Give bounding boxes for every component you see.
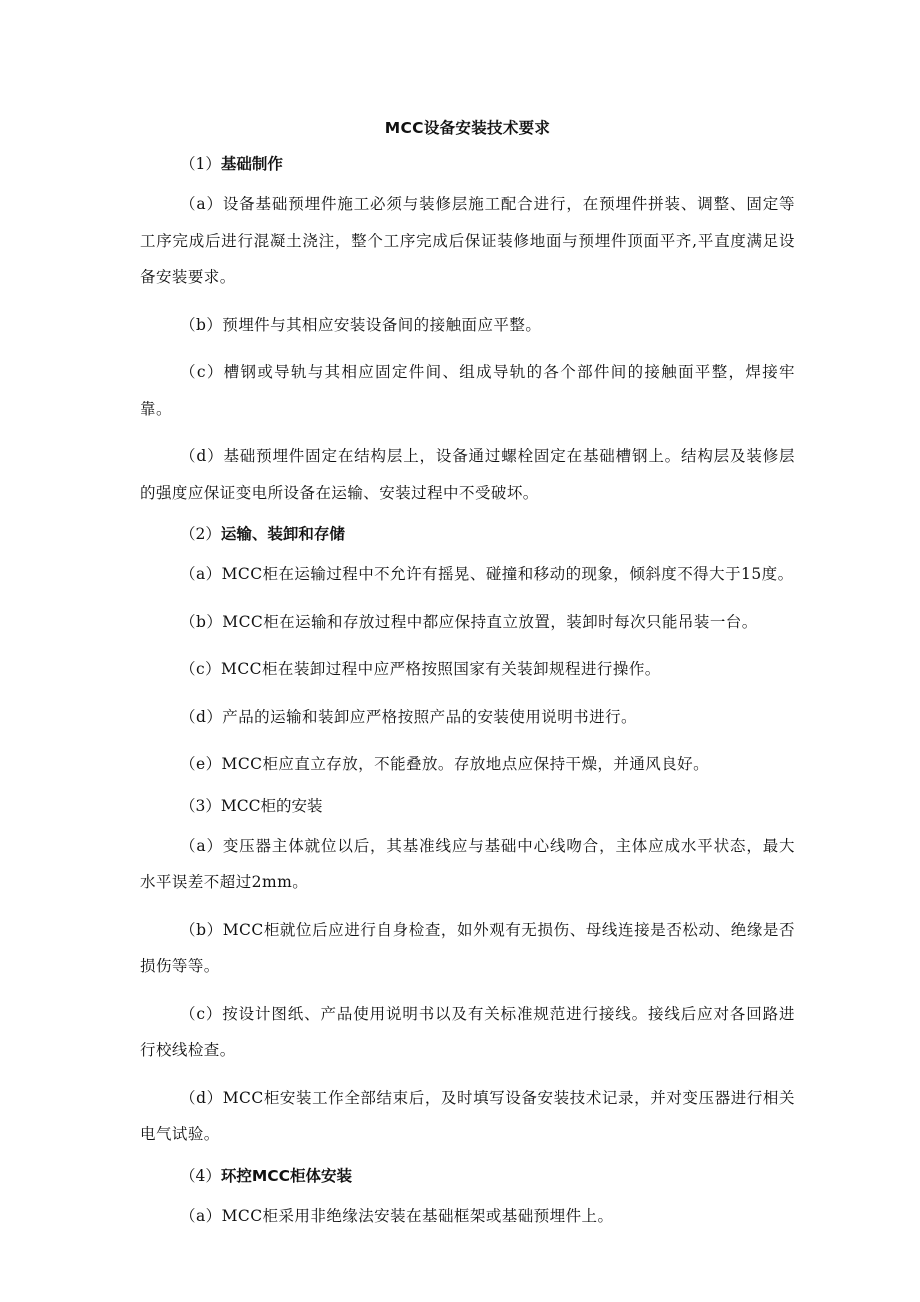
document-title: MCC设备安装技术要求: [384, 119, 551, 137]
paragraph: （d）MCC柜安装工作全部结束后，及时填写设备安装技术记录，并对变压器进行相关电气试验。: [140, 1088, 795, 1143]
section-label: MCC柜的安装: [220, 796, 323, 815]
paragraph: （b）MCC柜在运输和存放过程中都应保持直立放置，装卸时每次只能吊装一台。: [180, 612, 758, 631]
document-page: [140, 116, 795, 1245]
section-heading-4: [140, 1164, 795, 1188]
section-heading-3: [140, 794, 795, 818]
paragraph: （a）MCC柜采用非绝缘法安装在基础框架或基础预埋件上。: [180, 1206, 614, 1225]
paragraph: （b）MCC柜就位后应进行自身检查，如外观有无损伤、母线连接是否松动、绝缘是否损伤等等。: [140, 920, 795, 975]
section-number: （2）: [180, 525, 221, 543]
paragraph: （b）预埋件与其相应安装设备间的接触面应平整。: [180, 315, 542, 334]
paragraph: （c）MCC柜在装卸过程中应严格按照国家有关装卸规程进行操作。: [180, 660, 661, 678]
paragraph: （d）产品的运输和装卸应严格按照产品的安装使用说明书进行。: [180, 707, 637, 726]
section-number: （4）: [180, 1166, 221, 1185]
section-label: 基础制作: [220, 155, 283, 173]
paragraph: （d）基础预埋件固定在结构层上，设备通过螺栓固定在基础槽钢上。结构层及装修层的强度应保证变电所设备在运输、安装过程中不受破坏。: [140, 447, 795, 502]
paragraph: （a）MCC柜在运输过程中不允许有摇晃、碰撞和移动的现象，倾斜度不得大于15度。: [180, 565, 794, 583]
section-label: 环控MCC柜体安装: [220, 1166, 353, 1185]
section-label: 运输、装卸和存储: [220, 525, 345, 543]
paragraph: （a）设备基础预埋件施工必须与装修层施工配合进行，在预埋件拼装、调整、固定等工序完成后进行混凝土浇注，整个工序完成后保证装修地面与预埋件顶面平齐,平直度满足设备安装要求。: [140, 195, 795, 286]
paragraph: （a）变压器主体就位以后，其基准线应与基础中心线吻合，主体应成水平状态，最大水平误差不超过2mm。: [140, 836, 795, 891]
paragraph: （c）槽钢或导轨与其相应固定件间、组成导轨的各个部件间的接触面平整，焊接牢靠。: [140, 363, 795, 418]
section-number: （1）: [180, 155, 221, 173]
section-heading-1: [140, 152, 795, 176]
section-heading-2: [140, 522, 795, 546]
paragraph: （c）按设计图纸、产品使用说明书以及有关标准规范进行接线。接线后应对各回路进行校线检查。: [140, 1004, 795, 1059]
paragraph: （e）MCC柜应直立存放，不能叠放。存放地点应保持干燥，并通风良好。: [180, 755, 710, 773]
section-number: （3）: [180, 796, 221, 815]
